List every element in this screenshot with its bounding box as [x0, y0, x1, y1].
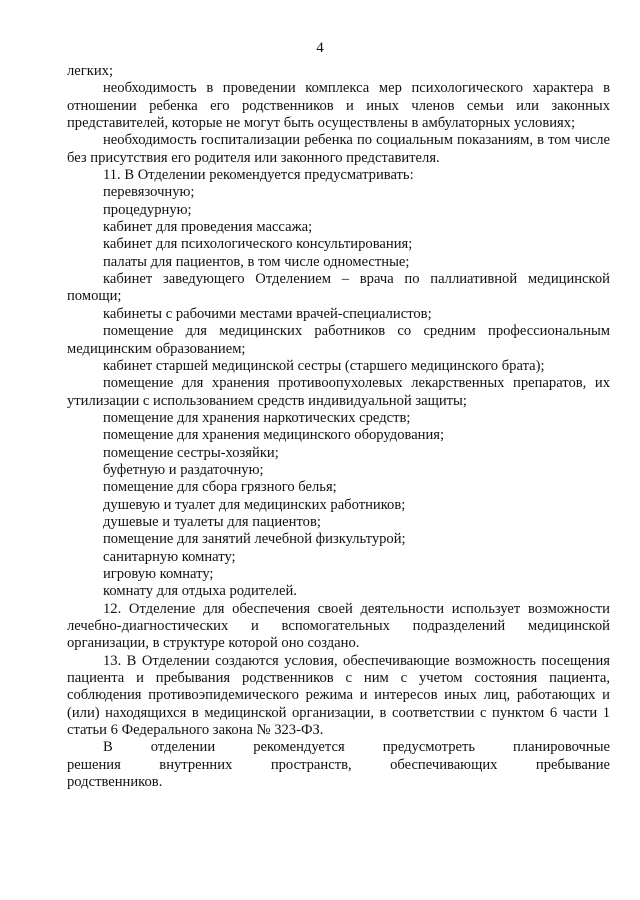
paragraph-section-11-heading: 11. В Отделении рекомендуется предусматривать: [103, 167, 414, 184]
list-item-physiotherapy-room: помещение для занятий лечебной физкультурой; [103, 531, 406, 548]
page-number: 4 [316, 40, 324, 56]
paragraph-psychological-measures: необходимость в проведении комплекса мер психологического характера в отношении ребенка его родственников и иных членов семьи или законных представителей, которые не могут быть осуществлены в амбулаторных условиях; [67, 80, 610, 132]
paragraph-section-12: 12. Отделение для обеспечения своей деятельности использует возможности лечебно-диагностических и вспомогательных подразделений медицинской организации, в структуре которой оно создано. [67, 600, 610, 652]
list-item-psychological-room: кабинет для психологического консультирования; [103, 236, 413, 253]
list-item-antitumor-drugs-storage: помещение для хранения противоопухолевых лекарственных препаратов, их утилизации с использованием средств индивидуальной защиты; [67, 375, 610, 409]
paragraph-lungs-continuation: легких; [67, 63, 113, 79]
list-item-head-nurse-office: кабинет старшей медицинской сестры (старшего медицинского брата); [103, 357, 545, 374]
list-item-parents-lounge: комнату для отдыха родителей. [103, 583, 297, 600]
list-item-linen-collection: помещение для сбора грязного белья; [103, 479, 337, 496]
list-item-narcotics-storage: помещение для хранения наркотических средств; [103, 409, 411, 426]
list-item-specialist-offices: кабинеты с рабочими местами врачей-специалистов; [103, 305, 432, 322]
list-item-procedure-room: процедурную; [103, 201, 192, 218]
list-item-patient-showers: душевые и туалеты для пациентов; [103, 513, 321, 530]
list-item-head-office: кабинет заведующего Отделением – врача по паллиативной медицинской помощи; [67, 271, 610, 305]
list-item-nursing-staff-room: помещение для медицинских работников со средним профессиональным медицинским образованием; [67, 323, 610, 357]
paragraph-section-13: 13. В Отделении создаются условия, обеспечивающие возможность посещения пациента и пребывания родственников с ним с учетом состояния пациента, соблюдения противоэпидемического режима и интересов иных лиц, работающих и (или) находящихся в медицинской организации, в соответствии с пунктом 6 части 1 статьи 6 Федерального закона № 323-ФЗ. [67, 652, 610, 739]
list-item-sanitary-room: санитарную комнату; [103, 548, 236, 565]
list-item-pantry: буфетную и раздаточную; [103, 461, 264, 478]
list-item-patient-wards: палаты для пациентов, в том числе одноместные; [103, 253, 410, 270]
list-item-dressing-room: перевязочную; [103, 184, 195, 201]
document-body [67, 63, 610, 791]
list-item-staff-shower: душевую и туалет для медицинских работников; [103, 496, 406, 513]
paragraph-relatives-spaces: В отделении рекомендуется предусмотреть планировочные решения внутренних пространств, обеспечивающих пребывание родственников. [67, 739, 610, 791]
list-item-playroom: игровую комнату; [103, 565, 214, 582]
paragraph-social-hospitalization: необходимость госпитализации ребенка по социальным показаниям, в том числе без присутствия его родителя или законного представителя. [67, 132, 610, 166]
list-item-massage-room: кабинет для проведения массажа; [103, 219, 313, 236]
list-item-housekeeper-room: помещение сестры-хозяйки; [103, 444, 279, 461]
list-item-equipment-storage: помещение для хранения медицинского оборудования; [103, 427, 445, 444]
